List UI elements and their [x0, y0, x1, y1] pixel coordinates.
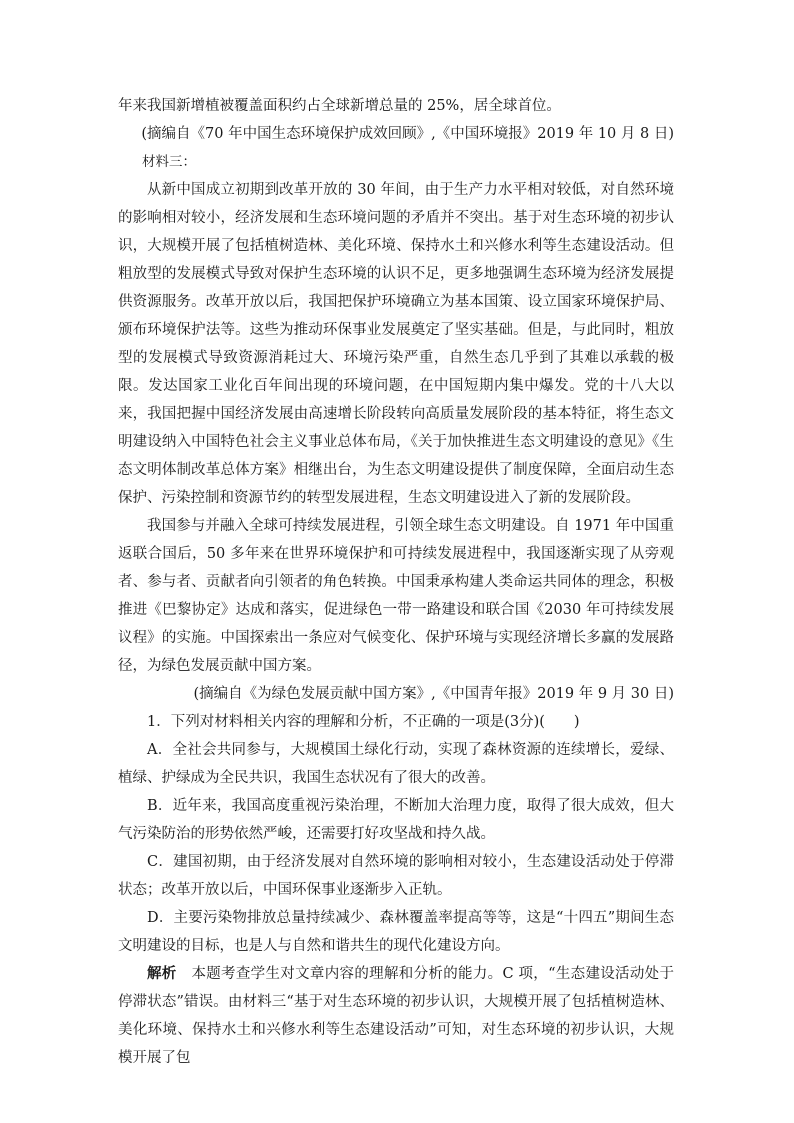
option-a: A．全社会共同参与，大规模国土绿化行动，实现了森林资源的连续增长，爱绿、植绿、护绿成为全民共识，我国生态状况有了很大的改善。 — [118, 742, 674, 786]
document-page — [118, 92, 674, 1072]
option-c: C．建国初期，由于经济发展对自然环境的影响相对较小，生态建设活动处于停滞状态；改革开放以后，中国环保事业逐渐步入正轨。 — [118, 854, 674, 898]
option-b: B．近年来，我国高度重视污染治理，不断加大治理力度，取得了很大成效，但大气污染防治的形势依然严峻，还需要打好攻坚战和持久战。 — [118, 798, 674, 842]
question-1: 1．下列对材料相关内容的理解和分析，不正确的一项是(3分)( ) — [147, 714, 580, 730]
analysis-label: 解析 — [147, 965, 177, 982]
material3-label: 材料三： — [142, 154, 196, 170]
material3-paragraph-1: 从新中国成立初期到改革开放的 30 年间，由于生产力水平相对较低，对自然环境的影响相对较小，经济发展和生态环境问题的矛盾并不突出。基于对生态环境的初步认识，大规模开展了包括植树造林、美化环境、保持水土和兴修水利等生态建设活动。但粗放型的发展模式导致对保护生态环境的认识不足，更多地强调生态环境为经济发展提供资源服务。改革开放以后，我国把保护环境确立为基本国策、设立国家环境保护局、颁布环境保护法等。这些为推动环保事业发展奠定了坚实基础。但是，与此同时，粗放型的发展模式导致资源消耗过大、环境污染严重，自然生态几乎到了其难以承载的极限。发达国家工业化百年间出现的环境问题，在中国短期内集中爆发。党的十八大以来，我国把握中国经济发展由高速增长阶段转向高质量发展阶段的基本特征，将生态文明建设纳入中国特色社会主义事业总体布局，《关于加快推进生态文明建设的意见》《生态文明体制改革总体方案》相继出台，为生态文明建设提供了制度保障，全面启动生态保护、污染控制和资源节约的转型发展进程，生态文明建设进入了新的发展阶段。 — [118, 182, 674, 506]
analysis-paragraph — [118, 960, 674, 1072]
analysis-text: 本题考查学生对文章内容的理解和分析的能力。C 项，“生态建设活动处于停滞状态”错误。由材料三“基于对生态环境的初步认识，大规模开展了包括植树造林、美化环境、保持水土和兴修水利等生态建设活动”可知，对生态环境的初步认识，大规模开展了包 — [118, 966, 674, 1066]
material2-tail-text: 年来我国新增植被覆盖面积约占全球新增总量的 25%，居全球首位。 — [118, 98, 561, 114]
source-citation-3: (摘编自《为绿色发展贡献中国方案》,《中国青年报》2019 年 9 月 30 日) — [193, 686, 674, 702]
option-d: D．主要污染物排放总量持续减少、森林覆盖率提高等等，这是“十四五”期间生态文明建设的目标，也是人与自然和谐共生的现代化建设方向。 — [118, 910, 674, 954]
source-citation-2: (摘编自《70 年中国生态环境保护成效回顾》,《中国环境报》2019 年 10 月 8 日) — [141, 126, 674, 142]
material3-paragraph-2: 我国参与并融入全球可持续发展进程，引领全球生态文明建设。自 1971 年中国重返联合国后，50 多年来在世界环境保护和可持续发展进程中，我国逐渐实现了从旁观者、参与者、贡献者向引领者的角色转换。中国秉承构建人类命运共同体的理念，积极推进《巴黎协定》达成和落实，促进绿色一带一路建设和联合国《2030 年可持续发展议程》的实施。中国探索出一条应对气候变化、保护环境与实现经济增长多赢的发展路径，为绿色发展贡献中国方案。 — [118, 518, 674, 674]
